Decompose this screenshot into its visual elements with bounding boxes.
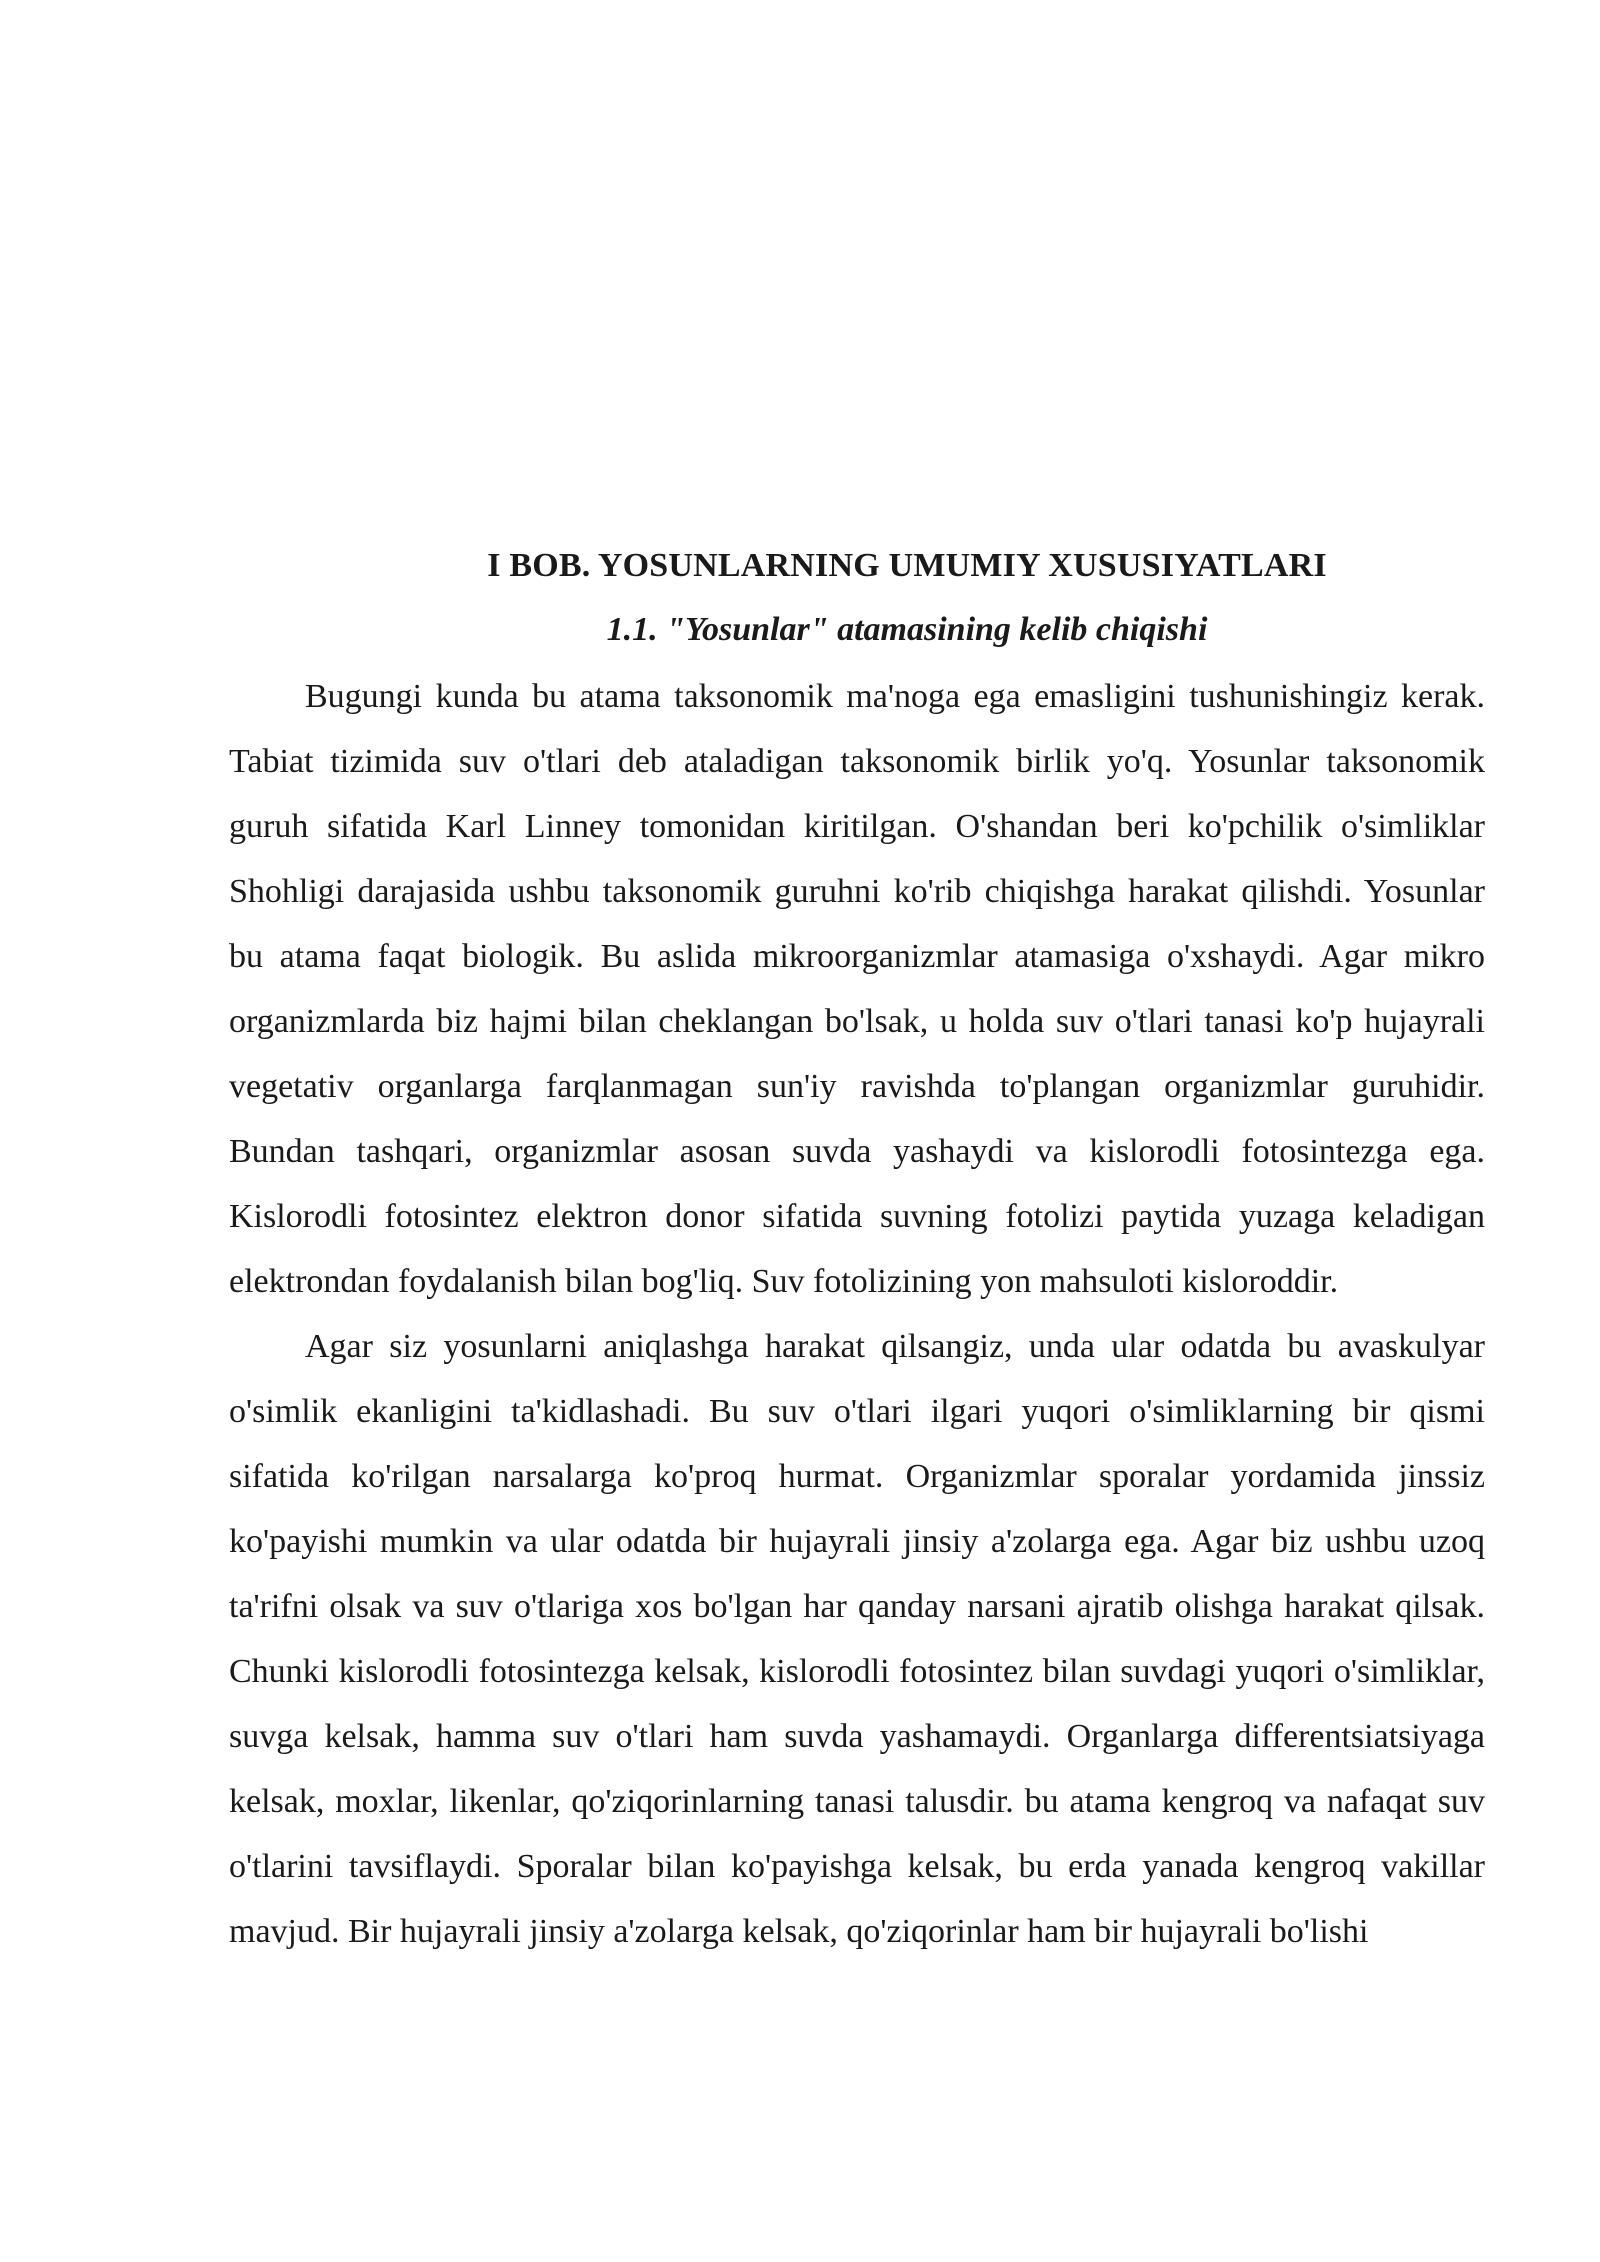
chapter-title: I BOB. YOSUNLARNING UMUMIY XUSUSIYATLARI: [487, 547, 1327, 584]
page-content: [229, 538, 1485, 1964]
paragraph-1: Bugungi kunda bu atama taksonomik ma'noga ega emasligini tushunishingiz kerak. Tabiat tizimida suv o'tlari deb ataladigan taksonomik birlik yo'q. Yosunlar taksonomik guruh sifatida Karl Linney tomonidan kiritilgan. O'shandan beri ko'pchilik o'simliklar Shohligi darajasida ushbu taksonomik guruhni ko'rib chiqishga harakat qilishdi. Yosunlar bu atama faqat biologik. Bu aslida mikroorganizmlar atamasiga o'xshaydi. Agar mikro organizmlarda biz hajmi bilan cheklangan bo'lsak, u holda suv o'tlari tanasi ko'p hujayrali vegetativ organlarga farqlanmagan sun'iy ravishda to'plangan organizmlar guruhidir. Bundan tashqari, organizmlar asosan suvda yashaydi va kislorodli fotosintezga ega. Kislorodli fotosintez elektron donor sifatida suvning fotolizi paytida yuzaga keladigan elektrondan foydalanish bilan bog'liq. Suv fotolizining yon mahsuloti kisloroddir.: [229, 678, 1485, 1300]
paragraph-2: Agar siz yosunlarni aniqlashga harakat qilsangiz, unda ular odatda bu avaskulyar o'simlik ekanligini ta'kidlashadi. Bu suv o'tlari ilgari yuqori o'simliklarning bir qismi sifatida ko'rilgan narsalarga ko'proq hurmat. Organizmlar sporalar yordamida jinssiz ko'payishi mumkin va ular odatda bir hujayrali jinsiy a'zolarga ega. Agar biz ushbu uzoq ta'rifni olsak va suv o'tlariga xos bo'lgan har qanday narsani ajratib olishga harakat qilsak. Chunki kislorodli fotosintezga kelsak, kislorodli fotosintez bilan suvdagi yuqori o'simliklar, suvga kelsak, hamma suv o'tlari ham suvda yashamaydi. Organlarga differentsiatsiyaga kelsak, moxlar, likenlar, qo'ziqorinlarning tanasi talusdir. bu atama kengroq va nafaqat suv o'tlarini tavsiflaydi. Sporalar bilan ko'payishga kelsak, bu erda yanada kengroq vakillar mavjud. Bir hujayrali jinsiy a'zolarga kelsak, qo'ziqorinlar ham bir hujayrali bo'lishi: [229, 1328, 1485, 1950]
section-title: 1.1. "Yosunlar" atamasining kelib chiqishi: [606, 611, 1208, 648]
